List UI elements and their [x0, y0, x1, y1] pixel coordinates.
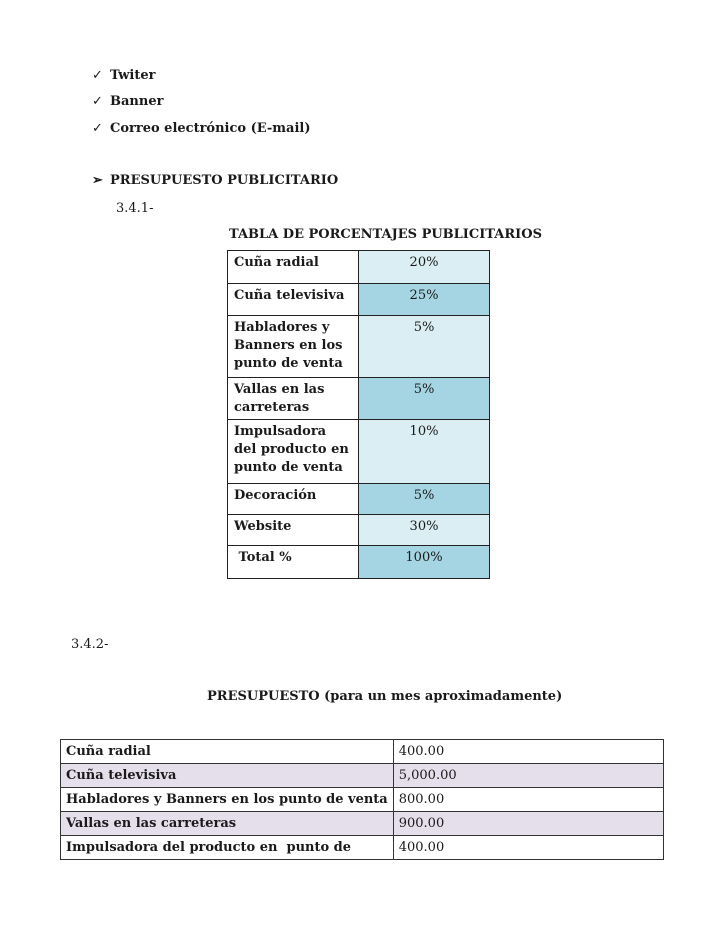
list-item — [92, 67, 156, 85]
table-cell-value: 900.00 — [393, 812, 663, 836]
check-icon: ✓ — [92, 68, 103, 83]
arrow-icon: ➢ — [92, 173, 103, 188]
table-cell-value: 5% — [359, 484, 490, 515]
table-row — [228, 316, 490, 378]
table-cell-value: 5% — [359, 316, 490, 378]
table-row — [228, 484, 490, 515]
table-row — [228, 420, 490, 484]
table-cell-value: 30% — [359, 515, 490, 546]
table-cell-name: Vallas en las carreteras — [228, 378, 359, 420]
table-row — [228, 515, 490, 546]
section-heading-label: PRESUPUESTO PUBLICITARIO — [110, 173, 339, 188]
table-cell-value: 5% — [359, 378, 490, 420]
table-cell-name: Total % — [228, 546, 359, 579]
table-cell-name: Impulsadora del producto en punto de venta — [228, 420, 359, 484]
table-row — [228, 284, 490, 316]
table-cell-value: 20% — [359, 251, 490, 284]
table-title: TABLA DE PORCENTAJES PUBLICITARIOS — [229, 227, 542, 242]
section-number: 3.4.1- — [116, 201, 154, 216]
table-cell-name: Habladores y Banners en los punto de venta — [61, 788, 394, 812]
table-cell-value: 25% — [359, 284, 490, 316]
table-cell-name: Vallas en las carreteras — [61, 812, 394, 836]
section-heading — [92, 172, 338, 190]
table-cell-value: 800.00 — [393, 788, 663, 812]
table-row — [61, 836, 664, 860]
table-row — [228, 378, 490, 420]
table-cell-value: 5,000.00 — [393, 764, 663, 788]
list-item-label: Twiter — [110, 68, 156, 83]
table-title: PRESUPUESTO (para un mes aproximadamente) — [207, 689, 563, 704]
table-row — [228, 546, 490, 579]
check-icon: ✓ — [92, 94, 103, 109]
table-row — [61, 740, 664, 764]
table-row — [228, 251, 490, 284]
table-cell-name: Cuña televisiva — [228, 284, 359, 316]
table-cell-name: Website — [228, 515, 359, 546]
list-item — [92, 120, 311, 138]
list-item — [92, 93, 163, 111]
table-row — [61, 764, 664, 788]
percentages-table — [227, 250, 490, 579]
table-row — [61, 788, 664, 812]
table-cell-name: Decoración — [228, 484, 359, 515]
section-number: 3.4.2- — [71, 637, 109, 652]
table-cell-value: 400.00 — [393, 740, 663, 764]
table-cell-value: 400.00 — [393, 836, 663, 860]
table-cell-value: 100% — [359, 546, 490, 579]
table-cell-name: Habladores y Banners en los punto de venta — [228, 316, 359, 378]
list-item-label: Banner — [110, 94, 164, 109]
table-cell-name: Cuña radial — [61, 740, 394, 764]
table-cell-value: 10% — [359, 420, 490, 484]
budget-table — [60, 739, 664, 860]
table-cell-name: Impulsadora del producto en punto de — [61, 836, 394, 860]
table-row — [61, 812, 664, 836]
check-icon: ✓ — [92, 121, 103, 136]
list-item-label: Correo electrónico (E-mail) — [110, 121, 311, 136]
table-cell-name: Cuña radial — [228, 251, 359, 284]
table-cell-name: Cuña televisiva — [61, 764, 394, 788]
